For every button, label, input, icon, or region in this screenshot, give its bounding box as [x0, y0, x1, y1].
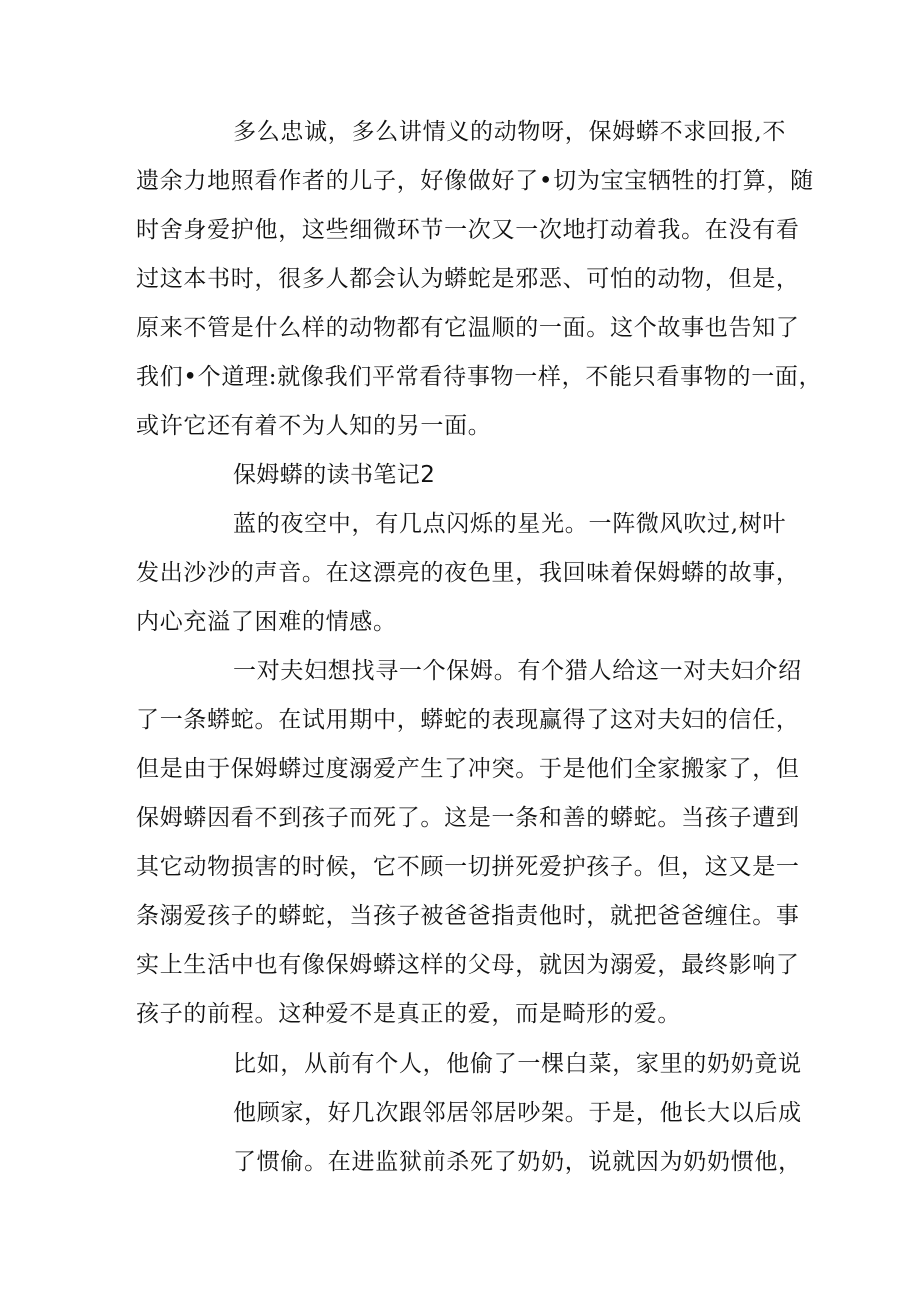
section-heading: 保姆蟒的读书笔记2 [233, 462, 436, 488]
paragraph2-line-1: 蓝的夜空中，有几点闪烁的星光。一阵微风吹过,树叶 [233, 511, 787, 537]
paragraph3-line-3: 但是由于保姆蟒过度溺爱产生了冲突。于是他们全家搬家了，但 [136, 756, 800, 782]
paragraph4-line-1: 比如，从前有个人，他偷了一棵白菜，家里的奶奶竟说 [233, 1051, 802, 1077]
paragraph3-line-8: 孩子的前程。这种爱不是真正的爱，而是畸形的爱。 [136, 1001, 682, 1027]
paragraph1-line-2: 遗余力地照看作者的儿子，好像做好了•切为宝宝牺牲的打算，随 [136, 168, 814, 194]
paragraph2-line-3: 内心充溢了困难的情感。 [136, 609, 397, 635]
paragraph1-line-4: 过这本书时，很多人都会认为蟒蛇是邪恶、可怕的动物，但是， [136, 266, 800, 292]
paragraph4-line-2: 他顾家，好几次跟邻居邻居吵架。于是，他长大以后成 [233, 1100, 802, 1126]
paragraph2-line-2: 发出沙沙的声音。在这漂亮的夜色里，我回味着保姆蟒的故事， [136, 560, 800, 586]
paragraph1-line-5: 原来不管是什么样的动物都有它温顺的一面。这个故事也告知了 [136, 315, 800, 341]
paragraph3-line-7: 实上生活中也有像保姆蟒这样的父母，就因为溺爱，最终影响了 [136, 952, 800, 978]
paragraph3-line-1: 一对夫妇想找寻一个保姆。有个猎人给这一对夫妇介绍 [233, 658, 802, 684]
paragraph1-line-6: 我们•个道理:就像我们平常看待事物一样，不能只看事物的一面， [136, 364, 823, 390]
paragraph1-line-3: 时舍身爱护他，这些细微环节一次又一次地打动着我。在没有看 [136, 217, 800, 243]
paragraph3-line-4: 保姆蟒因看不到孩子而死了。这是一条和善的蟒蛇。当孩子遭到 [136, 805, 800, 831]
paragraph3-line-5: 其它动物损害的时候，它不顾一切拼死爱护孩子。但，这又是一 [136, 854, 800, 880]
paragraph4-line-3: 了惯偷。在进监狱前杀死了奶奶，说就因为奶奶惯他， [233, 1149, 802, 1175]
paragraph1-line-7: 或许它还有着不为人知的另一面。 [136, 413, 492, 439]
paragraph3-line-2: 了一条蟒蛇。在试用期中，蟒蛇的表现赢得了这对夫妇的信任， [136, 707, 800, 733]
paragraph3-line-6: 条溺爱孩子的蟒蛇，当孩子被爸爸指责他时，就把爸爸缠住。事 [136, 903, 800, 929]
paragraph1-line-1: 多么忠诚，多么讲情义的动物呀，保姆蟒不求回报,不 [233, 119, 787, 145]
